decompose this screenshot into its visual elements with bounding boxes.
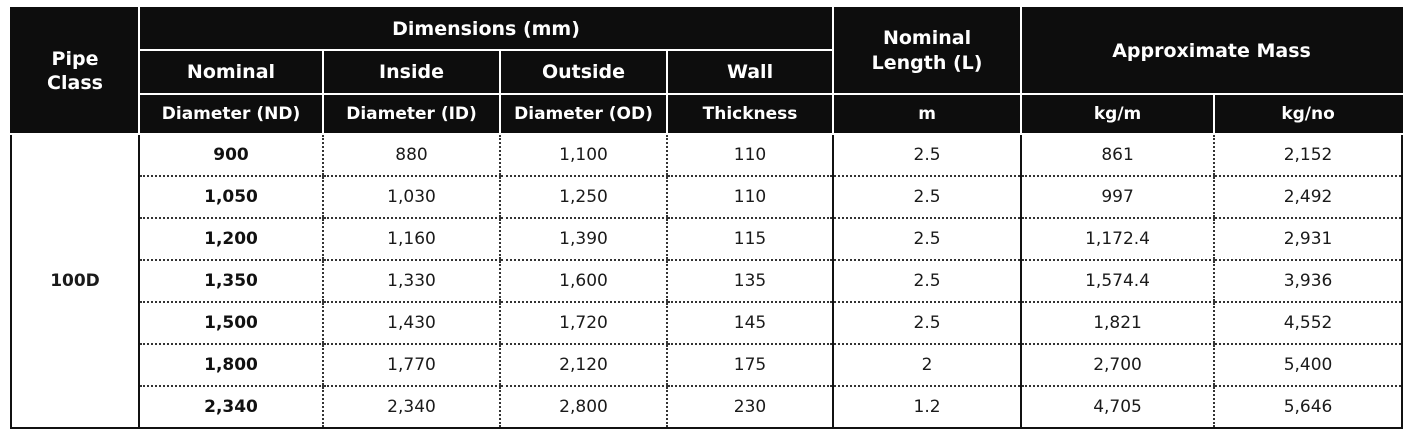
cell-outside-diameter: 1,600	[500, 260, 667, 302]
cell-wall-thickness: 135	[667, 260, 833, 302]
unit-length-m: m	[833, 94, 1021, 134]
cell-nominal-length: 2	[833, 344, 1021, 386]
header-nominal: Nominal	[139, 50, 323, 94]
unit-kg-per-m: kg/m	[1021, 94, 1214, 134]
header-approximate-mass: Approximate Mass	[1021, 8, 1402, 94]
cell-mass-kg-per-m: 997	[1021, 176, 1214, 218]
cell-mass-kg-per-no: 2,492	[1214, 176, 1402, 218]
cell-outside-diameter: 1,250	[500, 176, 667, 218]
table-row	[11, 218, 1402, 260]
cell-inside-diameter: 1,330	[323, 260, 500, 302]
cell-wall-thickness: 175	[667, 344, 833, 386]
header-pipe-class-line1: Pipe	[51, 48, 99, 70]
cell-nominal-length: 2.5	[833, 260, 1021, 302]
pipe-dimensions-table-container	[10, 7, 1401, 429]
cell-mass-kg-per-m: 1,821	[1021, 302, 1214, 344]
table-body	[11, 134, 1402, 428]
cell-nominal-diameter: 900	[139, 134, 323, 176]
cell-mass-kg-per-no: 5,400	[1214, 344, 1402, 386]
header-inside: Inside	[323, 50, 500, 94]
header-nominal-length-line1: Nominal	[882, 27, 972, 49]
table-header	[11, 8, 1402, 134]
cell-wall-thickness: 145	[667, 302, 833, 344]
header-nominal-length	[833, 8, 1021, 94]
cell-outside-diameter: 2,800	[500, 386, 667, 428]
cell-nominal-diameter: 1,050	[139, 176, 323, 218]
cell-inside-diameter: 1,430	[323, 302, 500, 344]
cell-nominal-length: 1.2	[833, 386, 1021, 428]
cell-nominal-diameter: 1,500	[139, 302, 323, 344]
cell-inside-diameter: 1,770	[323, 344, 500, 386]
cell-outside-diameter: 1,720	[500, 302, 667, 344]
cell-wall-thickness: 115	[667, 218, 833, 260]
cell-outside-diameter: 2,120	[500, 344, 667, 386]
header-outside: Outside	[500, 50, 667, 94]
cell-inside-diameter: 1,160	[323, 218, 500, 260]
table-row	[11, 260, 1402, 302]
cell-nominal-length: 2.5	[833, 218, 1021, 260]
cell-nominal-diameter: 1,350	[139, 260, 323, 302]
cell-mass-kg-per-no: 2,152	[1214, 134, 1402, 176]
cell-nominal-diameter: 2,340	[139, 386, 323, 428]
cell-nominal-diameter: 1,800	[139, 344, 323, 386]
cell-mass-kg-per-no: 2,931	[1214, 218, 1402, 260]
cell-mass-kg-per-m: 4,705	[1021, 386, 1214, 428]
unit-kg-per-no: kg/no	[1214, 94, 1402, 134]
cell-mass-kg-per-m: 1,172.4	[1021, 218, 1214, 260]
cell-mass-kg-per-no: 3,936	[1214, 260, 1402, 302]
cell-outside-diameter: 1,390	[500, 218, 667, 260]
cell-outside-diameter: 1,100	[500, 134, 667, 176]
cell-nominal-length: 2.5	[833, 176, 1021, 218]
cell-nominal-length: 2.5	[833, 302, 1021, 344]
cell-mass-kg-per-m: 861	[1021, 134, 1214, 176]
cell-mass-kg-per-m: 2,700	[1021, 344, 1214, 386]
table-row	[11, 344, 1402, 386]
table-row	[11, 386, 1402, 428]
table-row	[11, 302, 1402, 344]
cell-nominal-length: 2.5	[833, 134, 1021, 176]
cell-wall-thickness: 110	[667, 176, 833, 218]
header-nominal-length-line2: Length (L)	[871, 52, 983, 74]
header-pipe-class-line2: Class	[47, 72, 103, 94]
pipe-class-cell: 100D	[11, 134, 139, 428]
cell-inside-diameter: 1,030	[323, 176, 500, 218]
table-row	[11, 134, 1402, 176]
cell-mass-kg-per-no: 4,552	[1214, 302, 1402, 344]
cell-mass-kg-per-m: 1,574.4	[1021, 260, 1214, 302]
header-wall: Wall	[667, 50, 833, 94]
table-row	[11, 176, 1402, 218]
unit-diameter-nd: Diameter (ND)	[139, 94, 323, 134]
cell-wall-thickness: 230	[667, 386, 833, 428]
cell-wall-thickness: 110	[667, 134, 833, 176]
header-pipe-class	[11, 8, 139, 134]
cell-inside-diameter: 880	[323, 134, 500, 176]
header-dimensions: Dimensions (mm)	[139, 8, 833, 50]
pipe-dimensions-table	[10, 7, 1403, 429]
unit-diameter-od: Diameter (OD)	[500, 94, 667, 134]
unit-diameter-id: Diameter (ID)	[323, 94, 500, 134]
cell-inside-diameter: 2,340	[323, 386, 500, 428]
cell-nominal-diameter: 1,200	[139, 218, 323, 260]
unit-thickness: Thickness	[667, 94, 833, 134]
cell-mass-kg-per-no: 5,646	[1214, 386, 1402, 428]
